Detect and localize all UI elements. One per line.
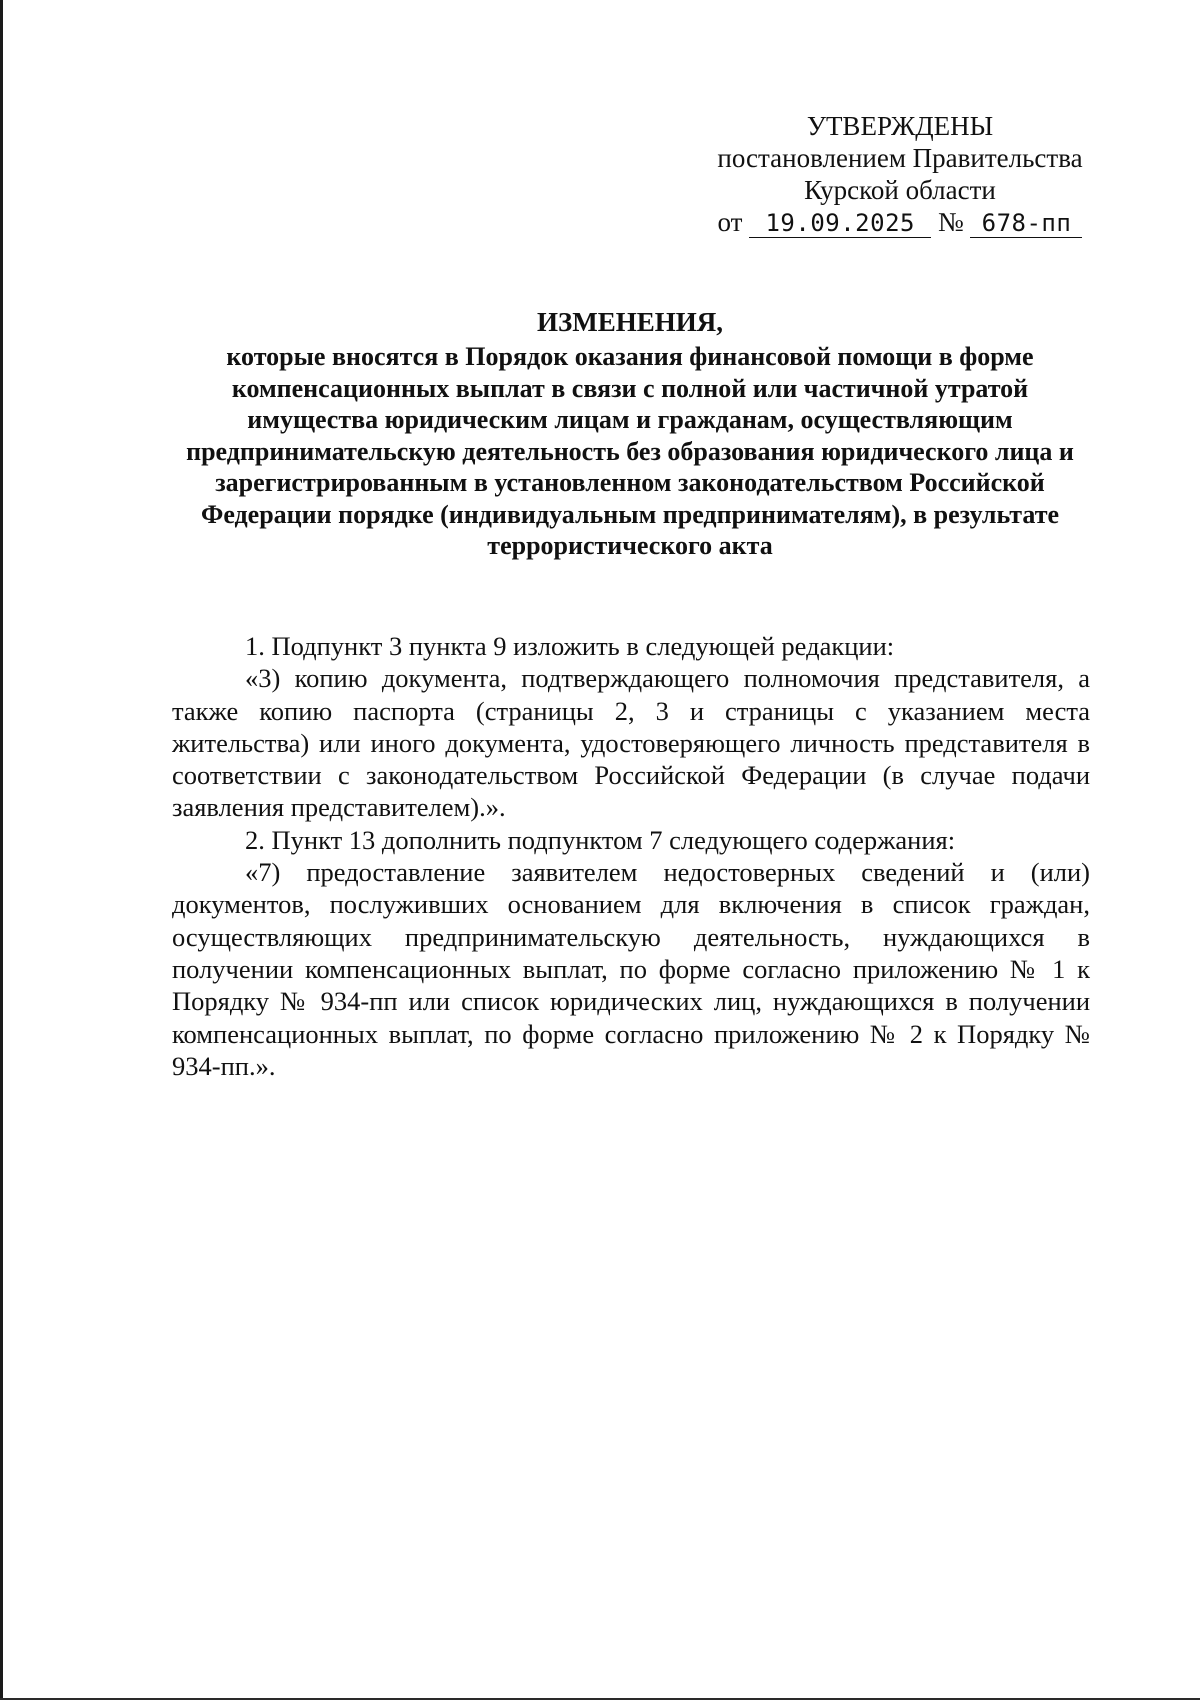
number-sign: № <box>937 207 964 237</box>
paragraph-quoted-subitem-3: «3) копию документа, подтверждающего полномочия представителя, а также копию паспорта (страницы 2, 3 и страницы с указанием места жительства) или иного документа, удостоверяющего личность представителя в соответствии с законодательством Российской Федерации (в случае подачи заявления представителем).». <box>172 663 1090 823</box>
approval-title: УТВЕРЖДЕНЫ <box>806 111 994 141</box>
document-subtitle: которые вносятся в Порядок оказания финансовой помощи в форме компенсационных выплат в связи с полной или частичной утратой имущества юридическим лицам и гражданам, осуществляющим предпринимательскую деятельность без образования юридического лица и зарегистрированным в установленном законодательством Российской Федерации порядке (индивидуальным предпринимателям), в результате террористического акта <box>186 342 1074 560</box>
resolution-date: 19.09.2025 <box>749 209 931 238</box>
scan-border-left <box>0 0 3 1700</box>
document-heading <box>165 305 1095 562</box>
approval-line-region: Курской области <box>804 175 996 205</box>
paragraph-item-1: 1. Подпункт 3 пункта 9 изложить в следующей редакции: <box>245 631 895 661</box>
date-prefix: от <box>717 207 743 237</box>
approval-block <box>700 110 1100 238</box>
resolution-number: 678-пп <box>970 209 1082 238</box>
document-body <box>172 630 1090 1082</box>
paragraph-item-2: 2. Пункт 13 дополнить подпунктом 7 следующего содержания: <box>245 824 956 855</box>
approval-date-row <box>700 206 1100 238</box>
paragraph-quoted-subitem-7: «7) предоставление заявителем недостоверных сведений и (или) документов, послуживших основанием для включения в список граждан, осуществляющих предпринимательскую деятельность, нуждающихся в получении компенсационных выплат, по форме согласно приложению № 1 к Порядку № 934-пп или список юридических лиц, нуждающихся в получении компенсационных выплат, по форме согласно приложению № 2 к Порядку № 934-пп.». <box>172 857 1090 1081</box>
approval-line-resolution: постановлением Правительства <box>717 143 1083 173</box>
document-title: ИЗМЕНЕНИЯ, <box>536 307 723 337</box>
